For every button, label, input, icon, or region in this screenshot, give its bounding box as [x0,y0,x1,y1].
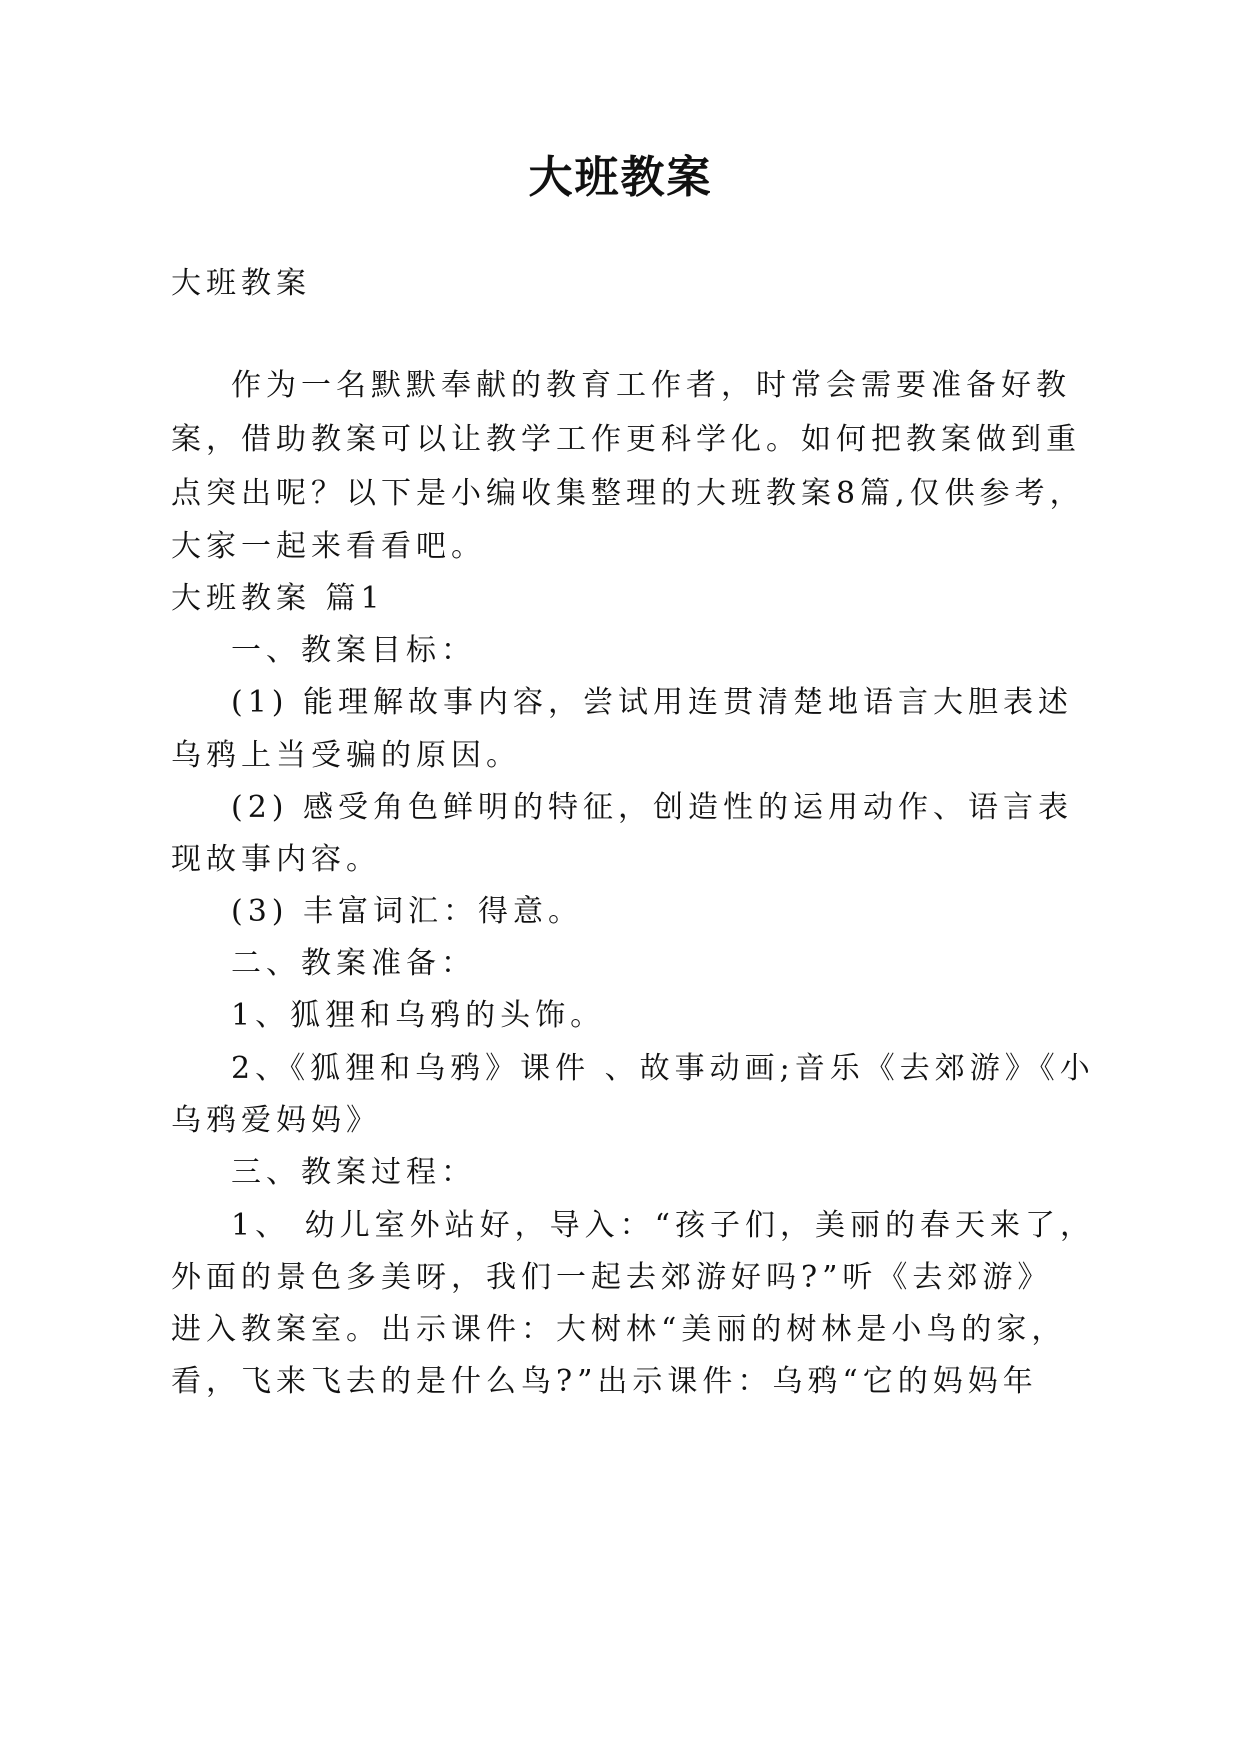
body-line: 乌鸦爱妈妈》 [171,1103,381,1138]
body-line: 二、教案准备： [231,946,476,981]
body-line: 2、《狐狸和乌鸦》课件 、故事动画;音乐《去郊游》《小 [231,1051,1095,1086]
intro-line: 点突出呢？以下是小编收集整理的大班教案8篇,仅供参考， [171,476,1085,511]
body-line: 现故事内容。 [171,842,381,877]
section-heading: 大班教案 篇1 [171,581,385,616]
body-line: 1、狐狸和乌鸦的头饰。 [231,998,606,1033]
intro-line: 作为一名默默奉献的教育工作者，时常会需要准备好教 [231,368,1071,403]
body-line: 乌鸦上当受骗的原因。 [171,738,521,773]
intro-line: 大家一起来看看吧。 [171,529,486,564]
body-line: (3) 丰富词汇：得意。 [231,894,584,929]
body-line: 1、 幼儿室外站好，导入：“孩子们，美丽的春天来了， [231,1208,1095,1243]
body-line: 看，飞来飞去的是什么鸟?”出示课件：乌鸦“它的妈妈年 [171,1364,1038,1399]
body-line: 外面的景色多美呀，我们一起去郊游好吗?”听《去郊游》 [171,1260,1053,1295]
body-line: (1) 能理解故事内容，尝试用连贯清楚地语言大胆表述 [231,685,1074,720]
body-line: (2) 感受角色鲜明的特征，创造性的运用动作、语言表 [231,790,1074,825]
intro-line: 案，借助教案可以让教学工作更科学化。如何把教案做到重 [171,422,1081,457]
document-title: 大班教案 [528,152,713,203]
body-line: 三、教案过程： [231,1155,476,1190]
document-subtitle: 大班教案 [171,266,311,301]
body-line: 一、教案目标： [231,633,476,668]
body-line: 进入教案室。出示课件：大树林“美丽的树林是小鸟的家， [171,1312,1067,1347]
